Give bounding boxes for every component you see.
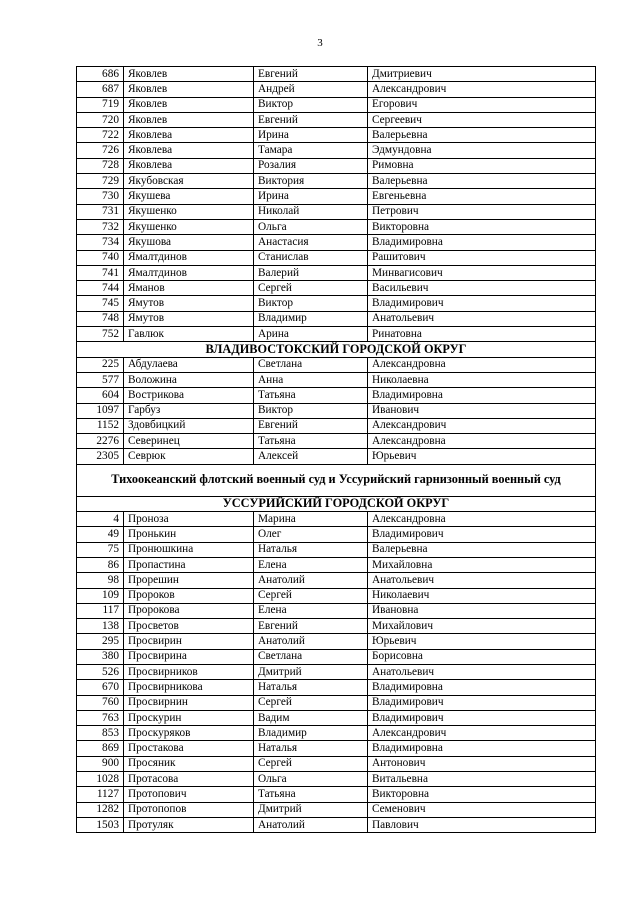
table-row: [77, 588, 596, 603]
last-name-cell: Якушенко: [124, 204, 254, 219]
patronymic-cell: Викторовна: [368, 219, 596, 234]
row-number-cell: 722: [77, 128, 124, 143]
table-row: [77, 204, 596, 219]
row-number-cell: 225: [77, 357, 124, 372]
row-number-cell: 49: [77, 527, 124, 542]
patronymic-cell: Владимирович: [368, 296, 596, 311]
row-number-cell: 720: [77, 112, 124, 127]
patronymic-cell: Владимировна: [368, 235, 596, 250]
table-row: [77, 67, 596, 82]
table-row: [77, 418, 596, 433]
last-name-cell: Просяник: [124, 756, 254, 771]
row-number-cell: 869: [77, 741, 124, 756]
last-name-cell: Прорешин: [124, 573, 254, 588]
table-row: [77, 664, 596, 679]
patronymic-cell: Валерьевна: [368, 174, 596, 189]
first-name-cell: Анна: [254, 372, 368, 387]
patronymic-cell: Александрович: [368, 418, 596, 433]
table-row: [77, 512, 596, 527]
first-name-cell: Евгений: [254, 67, 368, 82]
table-row: [77, 772, 596, 787]
patronymic-cell: Анатольевич: [368, 573, 596, 588]
row-number-cell: 670: [77, 680, 124, 695]
page-number: 3: [317, 37, 323, 49]
last-name-cell: Ямутов: [124, 311, 254, 326]
table-row: [77, 434, 596, 449]
row-number-cell: 1097: [77, 403, 124, 418]
section-heading: Тихоокеанский флотский военный суд и Уссурийский гарнизонный военный суд: [77, 464, 596, 496]
patronymic-cell: Витальевна: [368, 772, 596, 787]
row-number-cell: 728: [77, 158, 124, 173]
last-name-cell: Яковлев: [124, 97, 254, 112]
last-name-cell: Яковлев: [124, 82, 254, 97]
section-heading-row: [77, 342, 596, 357]
row-number-cell: 853: [77, 726, 124, 741]
last-name-cell: Проскурин: [124, 710, 254, 725]
table-row: [77, 680, 596, 695]
row-number-cell: 526: [77, 664, 124, 679]
patronymic-cell: Ивановна: [368, 603, 596, 618]
table-row: [77, 573, 596, 588]
patronymic-cell: Александрович: [368, 726, 596, 741]
last-name-cell: Севрюк: [124, 449, 254, 464]
patronymic-cell: Рашитович: [368, 250, 596, 265]
table-row: [77, 112, 596, 127]
first-name-cell: Владимир: [254, 726, 368, 741]
last-name-cell: Пронюшкина: [124, 542, 254, 557]
table-row: [77, 235, 596, 250]
last-name-cell: Пронькин: [124, 527, 254, 542]
row-number-cell: 2276: [77, 434, 124, 449]
patronymic-cell: Александровна: [368, 434, 596, 449]
last-name-cell: Проноза: [124, 512, 254, 527]
first-name-cell: Арина: [254, 327, 368, 342]
patronymic-cell: Семенович: [368, 802, 596, 817]
row-number-cell: 109: [77, 588, 124, 603]
first-name-cell: Анастасия: [254, 235, 368, 250]
patronymic-cell: Александрович: [368, 82, 596, 97]
row-number-cell: 604: [77, 388, 124, 403]
row-number-cell: 577: [77, 372, 124, 387]
roster-body: [77, 67, 596, 833]
row-number-cell: 75: [77, 542, 124, 557]
last-name-cell: Пророков: [124, 588, 254, 603]
last-name-cell: Просвирникова: [124, 680, 254, 695]
last-name-cell: Якушова: [124, 235, 254, 250]
last-name-cell: Простакова: [124, 741, 254, 756]
patronymic-cell: Владимирович: [368, 710, 596, 725]
last-name-cell: Гавлюк: [124, 327, 254, 342]
first-name-cell: Сергей: [254, 588, 368, 603]
table-row: [77, 603, 596, 618]
row-number-cell: 86: [77, 557, 124, 572]
table-row: [77, 357, 596, 372]
row-number-cell: 2305: [77, 449, 124, 464]
first-name-cell: Виктор: [254, 296, 368, 311]
last-name-cell: Ямалтдинов: [124, 265, 254, 280]
patronymic-cell: Петрович: [368, 204, 596, 219]
first-name-cell: Сергей: [254, 756, 368, 771]
table-row: [77, 296, 596, 311]
table-row: [77, 817, 596, 832]
table-row: [77, 449, 596, 464]
row-number-cell: 138: [77, 619, 124, 634]
table-row: [77, 787, 596, 802]
row-number-cell: 748: [77, 311, 124, 326]
row-number-cell: 730: [77, 189, 124, 204]
section-heading: ВЛАДИВОСТОКСКИЙ ГОРОДСКОЙ ОКРУГ: [77, 342, 596, 357]
table-row: [77, 174, 596, 189]
first-name-cell: Андрей: [254, 82, 368, 97]
patronymic-cell: Павлович: [368, 817, 596, 832]
last-name-cell: Яковлева: [124, 158, 254, 173]
last-name-cell: Пророкова: [124, 603, 254, 618]
roster-table: [76, 66, 596, 833]
row-number-cell: 1503: [77, 817, 124, 832]
row-number-cell: 687: [77, 82, 124, 97]
table-row: [77, 128, 596, 143]
first-name-cell: Олег: [254, 527, 368, 542]
patronymic-cell: Юрьевич: [368, 634, 596, 649]
first-name-cell: Ольга: [254, 772, 368, 787]
first-name-cell: Светлана: [254, 357, 368, 372]
section-heading: УССУРИЙСКИЙ ГОРОДСКОЙ ОКРУГ: [77, 496, 596, 511]
first-name-cell: Анатолий: [254, 634, 368, 649]
table-row: [77, 82, 596, 97]
patronymic-cell: Борисовна: [368, 649, 596, 664]
row-number-cell: 1028: [77, 772, 124, 787]
first-name-cell: Евгений: [254, 112, 368, 127]
table-row: [77, 97, 596, 112]
patronymic-cell: Николаевна: [368, 372, 596, 387]
first-name-cell: Татьяна: [254, 787, 368, 802]
patronymic-cell: Викторовна: [368, 787, 596, 802]
last-name-cell: Здовбицкий: [124, 418, 254, 433]
first-name-cell: Сергей: [254, 695, 368, 710]
last-name-cell: Просвирников: [124, 664, 254, 679]
patronymic-cell: Владимировна: [368, 741, 596, 756]
table-row: [77, 741, 596, 756]
table-row: [77, 281, 596, 296]
patronymic-cell: Владимировна: [368, 680, 596, 695]
table-row: [77, 143, 596, 158]
patronymic-cell: Михайловна: [368, 557, 596, 572]
first-name-cell: Елена: [254, 603, 368, 618]
table-row: [77, 710, 596, 725]
row-number-cell: 734: [77, 235, 124, 250]
row-number-cell: 740: [77, 250, 124, 265]
last-name-cell: Яковлев: [124, 112, 254, 127]
row-number-cell: 726: [77, 143, 124, 158]
last-name-cell: Протопович: [124, 787, 254, 802]
table-row: [77, 726, 596, 741]
row-number-cell: 1127: [77, 787, 124, 802]
patronymic-cell: Николаевич: [368, 588, 596, 603]
first-name-cell: Ольга: [254, 219, 368, 234]
patronymic-cell: Владимирович: [368, 695, 596, 710]
table-row: [77, 327, 596, 342]
last-name-cell: Протасова: [124, 772, 254, 787]
first-name-cell: Марина: [254, 512, 368, 527]
patronymic-cell: Егорович: [368, 97, 596, 112]
row-number-cell: 741: [77, 265, 124, 280]
row-number-cell: 763: [77, 710, 124, 725]
row-number-cell: 1282: [77, 802, 124, 817]
patronymic-cell: Ринатовна: [368, 327, 596, 342]
first-name-cell: Виктор: [254, 403, 368, 418]
patronymic-cell: Валерьевна: [368, 128, 596, 143]
first-name-cell: Алексей: [254, 449, 368, 464]
table-row: [77, 649, 596, 664]
table-row: [77, 403, 596, 418]
first-name-cell: Татьяна: [254, 434, 368, 449]
section-heading-row: [77, 496, 596, 511]
table-row: [77, 265, 596, 280]
last-name-cell: Гарбуз: [124, 403, 254, 418]
patronymic-cell: Минвагисович: [368, 265, 596, 280]
first-name-cell: Дмитрий: [254, 802, 368, 817]
row-number-cell: 380: [77, 649, 124, 664]
first-name-cell: Светлана: [254, 649, 368, 664]
first-name-cell: Станислав: [254, 250, 368, 265]
patronymic-cell: Анатольевич: [368, 664, 596, 679]
first-name-cell: Татьяна: [254, 388, 368, 403]
first-name-cell: Евгений: [254, 418, 368, 433]
first-name-cell: Анатолий: [254, 573, 368, 588]
row-number-cell: 686: [77, 67, 124, 82]
patronymic-cell: Иванович: [368, 403, 596, 418]
table-row: [77, 158, 596, 173]
last-name-cell: Протуляк: [124, 817, 254, 832]
last-name-cell: Северинец: [124, 434, 254, 449]
patronymic-cell: Васильевич: [368, 281, 596, 296]
first-name-cell: Виктория: [254, 174, 368, 189]
last-name-cell: Вострикова: [124, 388, 254, 403]
row-number-cell: 744: [77, 281, 124, 296]
last-name-cell: Яманов: [124, 281, 254, 296]
last-name-cell: Просвирина: [124, 649, 254, 664]
last-name-cell: Пропастина: [124, 557, 254, 572]
last-name-cell: Протопопов: [124, 802, 254, 817]
patronymic-cell: Михайлович: [368, 619, 596, 634]
row-number-cell: 117: [77, 603, 124, 618]
table-row: [77, 250, 596, 265]
patronymic-cell: Валерьевна: [368, 542, 596, 557]
last-name-cell: Яковлев: [124, 67, 254, 82]
first-name-cell: Наталья: [254, 680, 368, 695]
table-row: [77, 311, 596, 326]
table-row: [77, 542, 596, 557]
row-number-cell: 719: [77, 97, 124, 112]
table-row: [77, 802, 596, 817]
row-number-cell: 731: [77, 204, 124, 219]
last-name-cell: Воложина: [124, 372, 254, 387]
first-name-cell: Владимир: [254, 311, 368, 326]
first-name-cell: Розалия: [254, 158, 368, 173]
patronymic-cell: Анатольевич: [368, 311, 596, 326]
row-number-cell: 729: [77, 174, 124, 189]
row-number-cell: 4: [77, 512, 124, 527]
table-row: [77, 695, 596, 710]
row-number-cell: 900: [77, 756, 124, 771]
patronymic-cell: Сергеевич: [368, 112, 596, 127]
first-name-cell: Валерий: [254, 265, 368, 280]
patronymic-cell: Римовна: [368, 158, 596, 173]
first-name-cell: Анатолий: [254, 817, 368, 832]
row-number-cell: 745: [77, 296, 124, 311]
first-name-cell: Наталья: [254, 741, 368, 756]
last-name-cell: Абдулаева: [124, 357, 254, 372]
last-name-cell: Якушенко: [124, 219, 254, 234]
row-number-cell: 98: [77, 573, 124, 588]
table-row: [77, 189, 596, 204]
patronymic-cell: Александровна: [368, 512, 596, 527]
patronymic-cell: Антонович: [368, 756, 596, 771]
row-number-cell: 752: [77, 327, 124, 342]
last-name-cell: Просвирнин: [124, 695, 254, 710]
row-number-cell: 1152: [77, 418, 124, 433]
first-name-cell: Виктор: [254, 97, 368, 112]
first-name-cell: Евгений: [254, 619, 368, 634]
first-name-cell: Вадим: [254, 710, 368, 725]
first-name-cell: Николай: [254, 204, 368, 219]
last-name-cell: Просветов: [124, 619, 254, 634]
patronymic-cell: Евгеньевна: [368, 189, 596, 204]
first-name-cell: Наталья: [254, 542, 368, 557]
section-heading-row: [77, 464, 596, 496]
first-name-cell: Тамара: [254, 143, 368, 158]
last-name-cell: Якушева: [124, 189, 254, 204]
last-name-cell: Проскуряков: [124, 726, 254, 741]
patronymic-cell: Владимировна: [368, 388, 596, 403]
row-number-cell: 732: [77, 219, 124, 234]
last-name-cell: Просвирин: [124, 634, 254, 649]
patronymic-cell: Александровна: [368, 357, 596, 372]
first-name-cell: Ирина: [254, 189, 368, 204]
row-number-cell: 295: [77, 634, 124, 649]
last-name-cell: Ямутов: [124, 296, 254, 311]
first-name-cell: Елена: [254, 557, 368, 572]
first-name-cell: Ирина: [254, 128, 368, 143]
last-name-cell: Якубовская: [124, 174, 254, 189]
table-row: [77, 634, 596, 649]
last-name-cell: Ямалтдинов: [124, 250, 254, 265]
patronymic-cell: Дмитриевич: [368, 67, 596, 82]
table-row: [77, 219, 596, 234]
first-name-cell: Дмитрий: [254, 664, 368, 679]
table-row: [77, 756, 596, 771]
table-row: [77, 557, 596, 572]
table-row: [77, 388, 596, 403]
patronymic-cell: Владимирович: [368, 527, 596, 542]
table-row: [77, 372, 596, 387]
row-number-cell: 760: [77, 695, 124, 710]
last-name-cell: Яковлева: [124, 128, 254, 143]
patronymic-cell: Юрьевич: [368, 449, 596, 464]
patronymic-cell: Эдмундовна: [368, 143, 596, 158]
table-row: [77, 527, 596, 542]
first-name-cell: Сергей: [254, 281, 368, 296]
table-row: [77, 619, 596, 634]
last-name-cell: Яковлева: [124, 143, 254, 158]
